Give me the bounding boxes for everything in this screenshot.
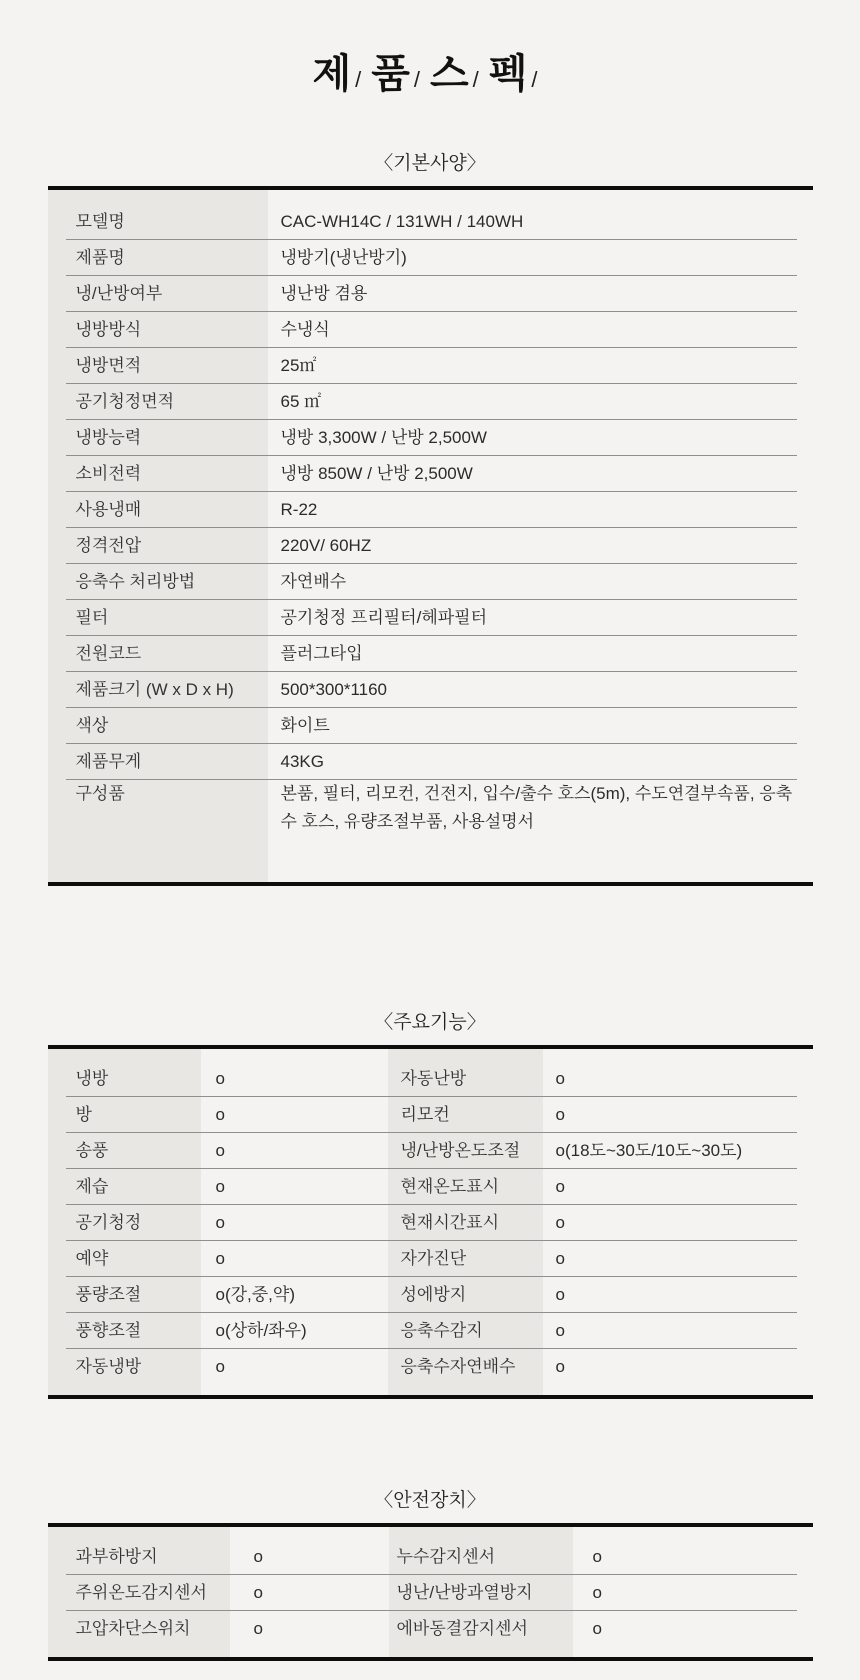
spec-row <box>48 780 813 864</box>
spec-row <box>48 1611 813 1647</box>
spec-value: 43KG <box>280 752 324 771</box>
spec-label: 자동난방 <box>400 1069 467 1088</box>
spec-row <box>48 240 813 276</box>
spec-value: o <box>555 1213 565 1232</box>
spec-value: o <box>555 1069 565 1088</box>
spec-label: 냉방 <box>75 1069 109 1088</box>
spec-row <box>48 1313 813 1349</box>
spec-value: o <box>592 1547 602 1566</box>
spec-row <box>48 1349 813 1385</box>
spec-value: o <box>592 1619 602 1638</box>
spec-label: 냉난/난방과열방지 <box>396 1583 533 1602</box>
spec-label: 제품크기 (W x D x H) <box>75 680 234 699</box>
spec-value: o <box>215 1105 225 1124</box>
spec-label: 정격전압 <box>75 536 142 555</box>
spec-label: 색상 <box>75 716 109 735</box>
basic-spec-table <box>48 186 813 886</box>
spec-value: o <box>215 1249 225 1268</box>
spec-label: 제습 <box>75 1177 109 1196</box>
spec-value: 220V/ 60HZ <box>280 536 372 555</box>
spec-label: 성에방지 <box>400 1285 467 1304</box>
spec-label: 냉방능력 <box>75 428 142 447</box>
spec-value: 수냉식 <box>280 320 330 339</box>
spec-row <box>48 1061 813 1097</box>
spec-value: o(18도~30도/10도~30도) <box>555 1141 743 1160</box>
spec-label: 주위온도감지센서 <box>75 1583 207 1602</box>
spec-value: o <box>215 1357 225 1376</box>
spec-value: o <box>555 1105 565 1124</box>
title-char: 스 <box>430 52 470 96</box>
spec-label: 자가진단 <box>400 1249 467 1268</box>
spec-value: o <box>215 1141 225 1160</box>
spec-label: 풍량조절 <box>75 1285 142 1304</box>
spec-label: 사용냉매 <box>75 500 142 519</box>
spec-label: 풍향조절 <box>75 1321 142 1340</box>
spec-value: o(강,중,약) <box>215 1285 295 1304</box>
spec-row <box>48 420 813 456</box>
spec-label: 현재시간표시 <box>400 1213 500 1232</box>
title-slash: / <box>472 67 480 92</box>
spec-value: 공기청정 프리필터/헤파필터 <box>280 608 488 627</box>
spec-label: 응축수자연배수 <box>400 1357 516 1376</box>
spec-row <box>48 456 813 492</box>
title-slash: / <box>413 67 421 92</box>
spec-value: o <box>215 1213 225 1232</box>
spec-row <box>48 1133 813 1169</box>
spec-label: 소비전력 <box>75 464 142 483</box>
spec-label: 전원코드 <box>75 644 142 663</box>
spec-value: o <box>592 1583 602 1602</box>
spec-row <box>48 348 813 384</box>
spec-label: 구성품 <box>75 784 125 803</box>
spec-label: 응축수 처리방법 <box>75 572 196 591</box>
title-char: 제 <box>312 52 353 96</box>
title-char: 품 <box>371 52 411 96</box>
section-heading-basic-spec: 〈기본사양〉 <box>374 153 486 174</box>
spec-value: o <box>555 1285 565 1304</box>
spec-value: 25㎡ <box>280 356 317 375</box>
spec-label: 제품무게 <box>75 752 142 771</box>
spec-row <box>48 708 813 744</box>
spec-label: 공기청정 <box>75 1213 142 1232</box>
spec-row <box>48 1575 813 1611</box>
spec-label: 모델명 <box>75 212 125 231</box>
spec-label: 누수감지센서 <box>396 1547 496 1566</box>
spec-label: 방 <box>75 1105 92 1124</box>
section-heading-safety-devices: 〈안전장치〉 <box>374 1490 486 1511</box>
title-slash: / <box>531 67 539 92</box>
spec-label: 냉/난방여부 <box>75 284 163 303</box>
spec-label: 리모컨 <box>400 1105 450 1124</box>
spec-value: 500*300*1160 <box>280 680 388 699</box>
spec-row <box>48 1097 813 1133</box>
spec-row <box>48 312 813 348</box>
spec-value: 냉방기(냉난방기) <box>280 248 407 267</box>
spec-label: 과부하방지 <box>75 1547 158 1566</box>
spec-row <box>48 636 813 672</box>
spec-value: 냉방 850W / 난방 2,500W <box>280 464 473 483</box>
spec-label: 제품명 <box>75 248 125 267</box>
spec-row <box>48 276 813 312</box>
spec-value: 65 ㎡ <box>280 392 322 411</box>
spec-value: 자연배수 <box>280 572 347 591</box>
spec-value: CAC-WH14C / 131WH / 140WH <box>280 212 524 231</box>
page-title <box>0 0 860 104</box>
spec-row <box>48 384 813 420</box>
spec-value: o <box>253 1583 263 1602</box>
spec-row <box>48 672 813 708</box>
spec-value: o <box>555 1357 565 1376</box>
spec-label: 냉방방식 <box>75 320 142 339</box>
spec-value: o <box>215 1069 225 1088</box>
spec-row <box>48 1205 813 1241</box>
spec-label: 공기청정면적 <box>75 392 175 411</box>
safety-devices-table <box>48 1523 813 1661</box>
spec-value: o <box>555 1321 565 1340</box>
spec-label: 고압차단스위치 <box>75 1619 191 1638</box>
main-functions-table <box>48 1045 813 1399</box>
spec-label: 응축수감지 <box>400 1321 483 1340</box>
spec-label: 냉방면적 <box>75 356 142 375</box>
spec-value: o <box>215 1177 225 1196</box>
spec-row <box>48 1169 813 1205</box>
spec-row <box>48 528 813 564</box>
spec-label: 자동냉방 <box>75 1357 142 1376</box>
spec-label: 송풍 <box>75 1141 109 1160</box>
spec-value: 냉방 3,300W / 난방 2,500W <box>280 428 487 447</box>
spec-value: 화이트 <box>280 716 330 735</box>
spec-label: 예약 <box>75 1249 109 1268</box>
spec-row <box>48 204 813 240</box>
spec-value: o <box>253 1619 263 1638</box>
spec-value: o(상하/좌우) <box>215 1321 307 1340</box>
spec-value: 본품, 필터, 리모컨, 건전지, 입수/출수 호스(5m), 수도연결부속품, 응축수 호스, 유량조절부품, 사용설명서 <box>280 784 793 831</box>
spec-row <box>48 1539 813 1575</box>
spec-row <box>48 1241 813 1277</box>
spec-label: 현재온도표시 <box>400 1177 500 1196</box>
spec-value: o <box>555 1249 565 1268</box>
spec-value: 냉난방 겸용 <box>280 284 368 303</box>
section-heading-main-functions: 〈주요기능〉 <box>374 1012 486 1033</box>
spec-label: 에바동결감지센서 <box>396 1619 528 1638</box>
spec-value: o <box>555 1177 565 1196</box>
spec-row <box>48 1277 813 1313</box>
spec-row <box>48 744 813 780</box>
title-char: 펙 <box>488 52 529 96</box>
spec-row <box>48 600 813 636</box>
spec-label: 냉/난방온도조절 <box>400 1141 521 1160</box>
title-slash: / <box>355 67 363 92</box>
spec-row <box>48 492 813 528</box>
spec-value: 플러그타입 <box>280 644 363 663</box>
spec-label: 필터 <box>75 608 109 627</box>
spec-value: R-22 <box>280 500 318 519</box>
spec-value: o <box>253 1547 263 1566</box>
spec-row <box>48 564 813 600</box>
